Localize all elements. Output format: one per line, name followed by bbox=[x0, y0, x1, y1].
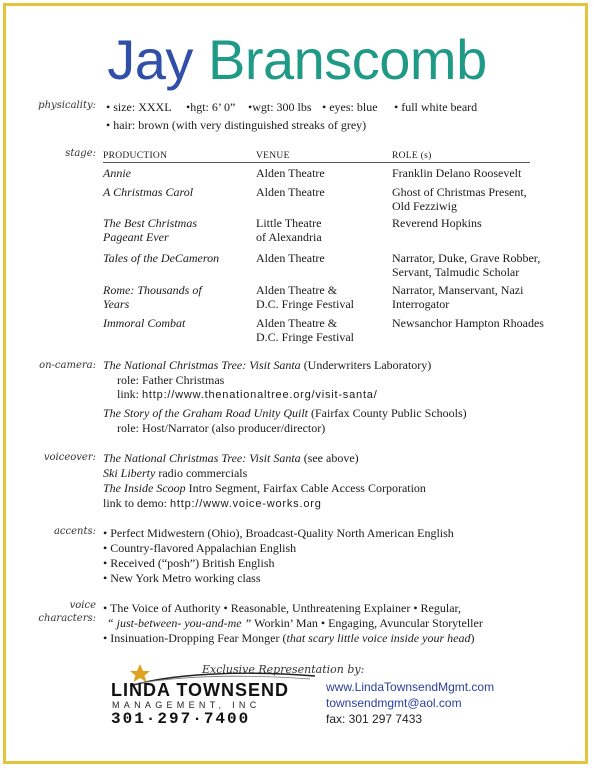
voiceover-note-3: Intro Segment, Fairfax Cable Access Corporation bbox=[185, 481, 426, 495]
phys-hair: • hair: brown (with very distinguished streaks of grey) bbox=[106, 118, 367, 132]
cell-production: Immoral Combat bbox=[103, 316, 186, 330]
cell-production: Rome: Thousands of bbox=[103, 283, 202, 297]
demo-link-url[interactable]: http://www.voice-works.org bbox=[170, 498, 322, 510]
on-camera-client-2: (Fairfax County Public Schools) bbox=[307, 406, 467, 420]
section-label-voiceover: voiceover: bbox=[43, 452, 96, 463]
col-header-production: PRODUCTION bbox=[103, 151, 168, 161]
agency-fax: fax: 301 297 7433 bbox=[326, 712, 423, 726]
cell-role: Reverend Hopkins bbox=[392, 216, 482, 230]
cell-role: Franklin Delano Roosevelt bbox=[392, 166, 522, 180]
agency-subtitle: MANAGEMENT, INC bbox=[112, 700, 261, 710]
cell-production: The Best Christmas bbox=[103, 216, 198, 230]
cell-venue: D.C. Fringe Festival bbox=[256, 297, 354, 311]
voice-characters-line-2-rest: Workin’ Man • Engaging, Avuncular Storyteller bbox=[251, 616, 483, 630]
cell-production: A Christmas Carol bbox=[103, 185, 194, 199]
cell-production: Tales of the DeCameron bbox=[103, 251, 220, 265]
on-camera-role-1: role: Father Christmas bbox=[117, 373, 225, 387]
on-camera-link-1 bbox=[117, 387, 378, 402]
voice-characters-line-3-end: ) bbox=[470, 631, 475, 645]
cell-role: Narrator, Duke, Grave Robber, bbox=[392, 251, 541, 265]
cell-venue: of Alexandria bbox=[256, 230, 322, 244]
accent-item: • Received (“posh”) British English bbox=[103, 556, 275, 570]
agency-website-link[interactable]: www.LindaTownsendMgmt.com bbox=[326, 680, 495, 694]
voiceover-note-1: (see above) bbox=[300, 451, 359, 465]
voiceover-title-3: The Inside Scoop bbox=[103, 481, 186, 495]
agency-email-link[interactable]: townsendmgmt@aol.com bbox=[326, 696, 462, 710]
first-name: Jay bbox=[107, 28, 193, 91]
section-label-accents: accents: bbox=[53, 526, 96, 537]
cell-venue: Little Theatre bbox=[256, 216, 322, 230]
on-camera-client-1: (Underwriters Laboratory) bbox=[300, 358, 432, 372]
cell-role: Ghost of Christmas Present, bbox=[392, 185, 527, 199]
voiceover-line-4 bbox=[103, 496, 322, 511]
on-camera-item-1 bbox=[103, 358, 431, 373]
on-camera-item-2 bbox=[103, 406, 467, 421]
section-label-voice: voice bbox=[69, 600, 96, 611]
demo-link-label: link to demo: bbox=[103, 496, 170, 510]
cell-venue: Alden Theatre bbox=[256, 166, 325, 180]
cell-production: Years bbox=[103, 297, 130, 311]
voice-characters-line-3 bbox=[103, 631, 474, 646]
cell-production: Annie bbox=[103, 166, 131, 180]
page-title bbox=[0, 28, 594, 92]
cell-venue: Alden Theatre & bbox=[256, 316, 338, 330]
voiceover-title-2: Ski Liberty bbox=[103, 466, 156, 480]
phys-height: •hgt: 6’ 0” bbox=[186, 100, 236, 114]
section-label-physicality: physicality: bbox=[38, 100, 96, 111]
phys-size: • size: XXXL bbox=[106, 100, 172, 114]
cell-venue: Alden Theatre & bbox=[256, 283, 338, 297]
on-camera-title-2: The Story of the Graham Road Unity Quilt bbox=[103, 406, 308, 420]
section-label-characters: characters: bbox=[38, 613, 96, 624]
voiceover-title-1: The National Christmas Tree: Visit Santa bbox=[103, 451, 301, 465]
cell-role: Interrogator bbox=[392, 297, 450, 311]
cell-role: Narrator, Manservant, Nazi bbox=[392, 283, 524, 297]
accent-item: • New York Metro working class bbox=[103, 571, 261, 585]
phys-beard: • full white beard bbox=[394, 100, 478, 114]
col-header-role: ROLE (s) bbox=[392, 151, 432, 161]
voice-characters-line-3-italic: that scary little voice inside your head bbox=[286, 631, 471, 645]
on-camera-link-label: link: bbox=[117, 387, 143, 401]
on-camera-role-2: role: Host/Narrator (also producer/director) bbox=[117, 421, 326, 435]
cell-venue: Alden Theatre bbox=[256, 185, 325, 199]
cell-production: Pageant Ever bbox=[103, 230, 169, 244]
accent-item: • Country-flavored Appalachian English bbox=[103, 541, 297, 555]
cell-role: Old Fezziwig bbox=[392, 199, 457, 213]
last-name: Branscomb bbox=[207, 28, 487, 91]
phys-weight: •wgt: 300 lbs bbox=[248, 100, 312, 114]
voice-characters-line-1: • The Voice of Authority • Reasonable, Unthreatening Explainer • Regular, bbox=[103, 601, 462, 615]
cell-role: Servant, Talmudic Scholar bbox=[392, 265, 520, 279]
on-camera-title-1: The National Christmas Tree: Visit Santa bbox=[103, 358, 301, 372]
agency-name: LINDA TOWNSEND bbox=[111, 680, 289, 700]
representation-label: Exclusive Representation by: bbox=[202, 663, 365, 676]
voice-characters-quote: “ just-between- you-and-me ” bbox=[107, 616, 252, 630]
section-label-stage: stage: bbox=[65, 148, 96, 159]
agency-phone: 301·297·7400 bbox=[111, 710, 251, 728]
col-header-venue: VENUE bbox=[256, 151, 290, 161]
voice-characters-line-2 bbox=[107, 616, 483, 631]
voice-characters-line-3-start: • Insinuation-Dropping Fear Monger ( bbox=[103, 631, 287, 645]
phys-eyes: • eyes: blue bbox=[322, 100, 378, 114]
on-camera-link-url[interactable]: http://www.thenationaltree.org/visit-santa/ bbox=[142, 389, 378, 401]
voiceover-line-3 bbox=[103, 481, 426, 496]
cell-venue: D.C. Fringe Festival bbox=[256, 330, 354, 344]
table-header-rule bbox=[103, 162, 530, 163]
voiceover-line-2 bbox=[103, 466, 247, 481]
accent-item: • Perfect Midwestern (Ohio), Broadcast-Quality North American English bbox=[103, 526, 454, 540]
voiceover-note-2: radio commercials bbox=[155, 466, 248, 480]
section-label-on-camera: on-camera: bbox=[39, 360, 96, 371]
cell-venue: Alden Theatre bbox=[256, 251, 325, 265]
cell-role: Newsanchor Hampton Rhoades bbox=[392, 316, 544, 330]
voiceover-line-1 bbox=[103, 451, 359, 466]
